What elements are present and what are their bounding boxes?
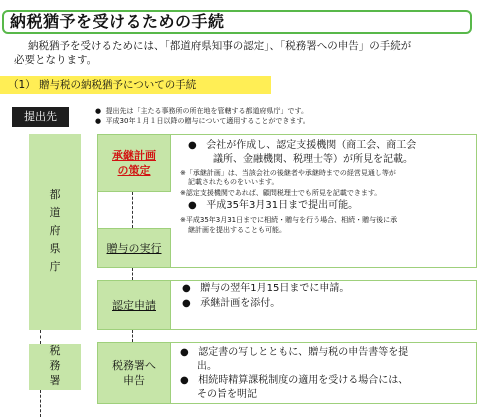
bullet-icon: ● — [95, 117, 106, 125]
step1-bullet-1-cont: 議所、金融機関、税理士等）が所見を記載。 — [213, 154, 413, 165]
step1-note-1: ※「承継計画」は、当該会社の後継者や承継時までの経営見通し等が — [180, 169, 396, 177]
step4-bullet-1: ● 認定書の写しとともに、贈与税の申告書等を提 — [180, 347, 409, 358]
tax-office-label: 税 務 署 — [49, 344, 61, 387]
step1-bullet-2: ● 平成35年3月31日まで提出可能。 — [188, 200, 359, 211]
bullet-icon: ● — [180, 347, 199, 358]
intro-line-1: 納税猶予を受けるためには、「都道府県知事の認定」、「税務署への申告」の手続が — [28, 40, 412, 52]
step-connector-2 — [132, 268, 133, 280]
step4-bullet-2: ● 相続時精算課税制度の適用を受ける場合には、 — [180, 375, 409, 386]
tax-filing-label-2[interactable]: 申告 — [123, 374, 145, 387]
step-gift-execution — [97, 228, 171, 268]
bullet-icon: ● — [188, 200, 207, 211]
gift-execution-label[interactable]: 贈与の実行 — [106, 241, 162, 255]
submit-note-1: ● 提出先は「主たる事務所の所在地を管轄する都道府県庁」です。 — [95, 107, 309, 115]
bullet-icon: ● — [182, 298, 201, 309]
step1-note-5: 継計画を提出することも可能。 — [188, 226, 286, 234]
succession-plan-label-2[interactable]: の策定 — [117, 164, 151, 177]
bullet-icon: ● — [95, 107, 106, 115]
intro-text — [14, 39, 474, 67]
step-connector-3 — [132, 330, 133, 342]
step-tax-office-filing — [97, 342, 171, 404]
step1-bullet-1: ● 会社が作成し、認定支援機関（商工会、商工会 — [188, 140, 417, 151]
submit-note-2: ● 平成30年１月１日以降の贈与について適用することができます。 — [95, 117, 310, 125]
prefecture-label: 都 道 府 県 庁 — [49, 188, 61, 273]
submit-to-label: 提出先 — [12, 107, 69, 127]
succession-plan-label-1[interactable]: 承継計画 — [112, 149, 156, 162]
step3-bullet-2: ● 承継計画を添付。 — [182, 298, 281, 309]
certification-application-label[interactable]: 認定申請 — [112, 298, 156, 312]
intro-line-2: 必要となります。 — [14, 54, 98, 66]
bullet-icon: ● — [188, 140, 207, 151]
step-succession-plan — [97, 134, 171, 192]
step-certification-application — [97, 280, 171, 330]
column-connector — [40, 330, 41, 344]
step-connector-1 — [132, 192, 133, 228]
step1-note-3: ※認定支援機関であれば、顧問税理士でも所見を記載できます。 — [180, 189, 382, 197]
step1-note-2: 記載されたものをいいます。 — [188, 178, 279, 186]
step1-note-4: ※平成35年3月31日までに相続・贈与を行う場合、相続・贈与後に承 — [180, 216, 398, 224]
tax-filing-label-1[interactable]: 税務署へ — [112, 359, 156, 372]
step4-bullet-2-cont: その旨を明記 — [197, 389, 257, 400]
section-heading: （1） 贈与税の納税猶予についての手続 — [8, 79, 197, 91]
page-title: 納税猶予を受けるための手続 — [10, 12, 225, 31]
step3-bullet-1: ● 贈与の翌年1月15日までに申請。 — [182, 283, 350, 294]
column-connector-bottom — [40, 390, 41, 417]
step4-bullet-1-cont: 出。 — [197, 361, 217, 372]
bullet-icon: ● — [182, 283, 201, 294]
bullet-icon: ● — [180, 375, 199, 386]
